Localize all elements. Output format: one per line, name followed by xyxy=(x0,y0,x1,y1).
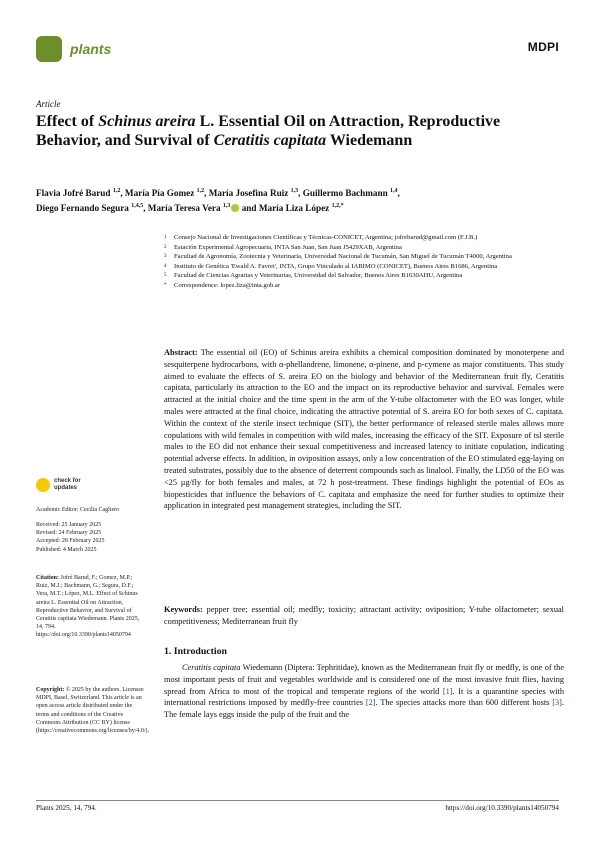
received-date: Received: 25 January 2025 xyxy=(36,522,102,528)
author-name: María Liza López xyxy=(258,202,330,213)
affiliation-item: 4 Instituto de Genética 'Ewald A. Favret', INTA, Grupo Vinculado al IABIMO (CONICET), Buenos Aires B1686, Argentina xyxy=(164,262,498,270)
keywords: Keywords: pepper tree; essential oil; medfly; toxicity; attractant activity; oviposition; Y-tube olfactometer; sexual competitiveness; Mediterranean fruit fly xyxy=(164,605,564,626)
revised-date: Revised: 24 February 2025 xyxy=(36,530,102,537)
journal-name: plants xyxy=(70,41,112,57)
correspondence: * Correspondence: lopez.liza@inta.gob.ar xyxy=(164,281,281,289)
affiliation-item: 3 Facultad de Agronomía, Zootecnia y Veterinaria, Universidad Nacional de Tucumán, San Miguel de Tucumán T4000, Argentina xyxy=(164,253,512,261)
citation: Citation: Jofré Barud, F.; Gomez, M.P.; Ruiz, M.J.; Bachmann, G.; Segura, D.F.; Vera, M.T.; López, M.L. Effect of Schinus areira L. Essential Oil on Attraction, Reproductive Behavior, and Survival of Ceratitis capitata Wiedemann. Plants 2025, 14, 794. https://doi.org/10.3390/plants14050794 xyxy=(36,575,140,639)
orcid-icon[interactable] xyxy=(231,204,239,212)
author-name: María Josefina Ruiz xyxy=(208,188,289,199)
affiliation-item: 5 Facultad de Ciencias Agrarias y Veterinarias, Universidad del Salvador, Buenos Aires B1630AHU, Argentina xyxy=(164,272,463,280)
published-date: Published: 4 March 2025 xyxy=(36,546,97,553)
intro-paragraph: Ceratitis capitata Wiedemann (Diptera: Tephritidae), known as the Mediterranean fruit fly or medfly, is one of the most important pests of fruit and vegetables worldwide and is considered one of the most invasive fruit flies, having spread from Africa to most of the tropical and temperate regions of the world [1]. It is a quarantine species with international restrictions imposed by medfly-free countries [2]. The species attacks more than 600 different hosts [3]. The female lays eggs inside the pulp of the fruit and the xyxy=(164,663,564,720)
citation-link[interactable]: [1] xyxy=(442,686,453,696)
author-name: María Teresa Vera xyxy=(147,202,221,213)
author-name: Flavia Jofré Barud xyxy=(36,188,111,199)
section-heading: 1. Introduction xyxy=(164,646,227,657)
footer-citation: Plants 2025, 14, 794. xyxy=(36,804,97,812)
publisher-logo: MDPI xyxy=(527,40,559,54)
author-list: Flavia Jofré Barud $^{1,2}$, María Pía Gomez $^{1,2}$, María Josefina Ruiz $^{1,3}$, Guillermo Bachmann $^{1,4}$, Diego Fernando Segura $^{1,4,5}$, María Teresa Vera $^{1,3}$ and María Liza López $^{1,2,*}$ xyxy=(36,188,400,213)
accepted-date: Accepted: 28 February 2025 xyxy=(36,538,105,545)
citation-link[interactable]: [2] xyxy=(365,698,376,708)
author-name: Guillermo Bachmann xyxy=(302,188,388,199)
citation-link[interactable]: [3] xyxy=(552,698,562,708)
check-for-updates-button[interactable]: check for updates xyxy=(36,478,81,492)
academic-editor: Academic Editor: Cecilia Cagliero xyxy=(36,507,120,513)
dates xyxy=(36,521,146,554)
article-type: Article xyxy=(36,99,61,109)
affiliations xyxy=(164,233,564,291)
author-name: María Pía Gomez xyxy=(124,188,195,199)
check-updates-icon xyxy=(36,478,50,492)
footer-doi-link[interactable]: https://doi.org/10.3390/plants14050794 xyxy=(445,804,559,812)
copyright: Copyright: © 2025 by the authors. Licensee MDPI, Basel, Switzerland. This article is an open access article distributed under the terms and conditions of the Creative Commons Attribution (CC BY) license (https://creativecommons.org/licenses/by/4.0/). xyxy=(36,687,150,735)
abstract: Abstract: The essential oil (EO) of Schinus areira exhibits a chemical composition dominated by monoterpene and sesquiterpene hydrocarbons, with α-phellandrene, limonene, α-pinene, and p-cymene as major constituents. This study aimed to evaluate the effects of S. areira EO on the biology and behavior of the Mediterranean fruit fly, Ceratitis capitata, particularly its attraction to the EO and the impact on its reproductive behavior and survival. Females were attracted at the initial choice and the time spent in the arm of the Y-tube olfactometer with the EO was longer, while males were attracted at the final choice, indicating the attractive potential of S. areira EO for both sexes of C. capitata. Within the context of the sterile insect technique (SIT), the better performance of released sterile males allows more copulations with wild females in competition with wild males, increasing the efficacy of the SIT. Exposure of tsl sterile males to the EO did not enhance their sexual competitiveness and increased latency to initiate copulation, indicating potential adverse effects. In addition, in oviposition assays, only a low concentration of the EO stimulated egg-laying on treated substrates, possibly due to the absence of deterrent compounds such as linalool. Finally, the LD50 of the EO was <25 μg/fly for both females and males, at 72 h post-treatment. These findings highlight the potential of EOs as biopesticides that influence the behaviors of C. capitata and emphasize the need for further studies to optimize their application in integrated pest management strategies, including the SIT. xyxy=(164,348,564,511)
affiliation-item: 2 Estación Experimental Agropecuaria, INTA San Juan, San Juan J5429XAB, Argentina xyxy=(164,243,402,251)
author-name: Diego Fernando Segura xyxy=(36,202,129,213)
affiliation-item: 1 Consejo Nacional de Investigaciones Científicas y Técnicas-CONICET, Argentina; jofrebarud@gmail.com (F.J.B.) xyxy=(164,234,478,241)
article-title: Effect of Schinus areira L. Essential Oil on Attraction, Reproductive Behavior, and Survival of Ceratitis capitata Wiedemann xyxy=(36,113,501,149)
journal-logo-icon xyxy=(36,36,62,62)
footer-divider xyxy=(36,800,559,801)
